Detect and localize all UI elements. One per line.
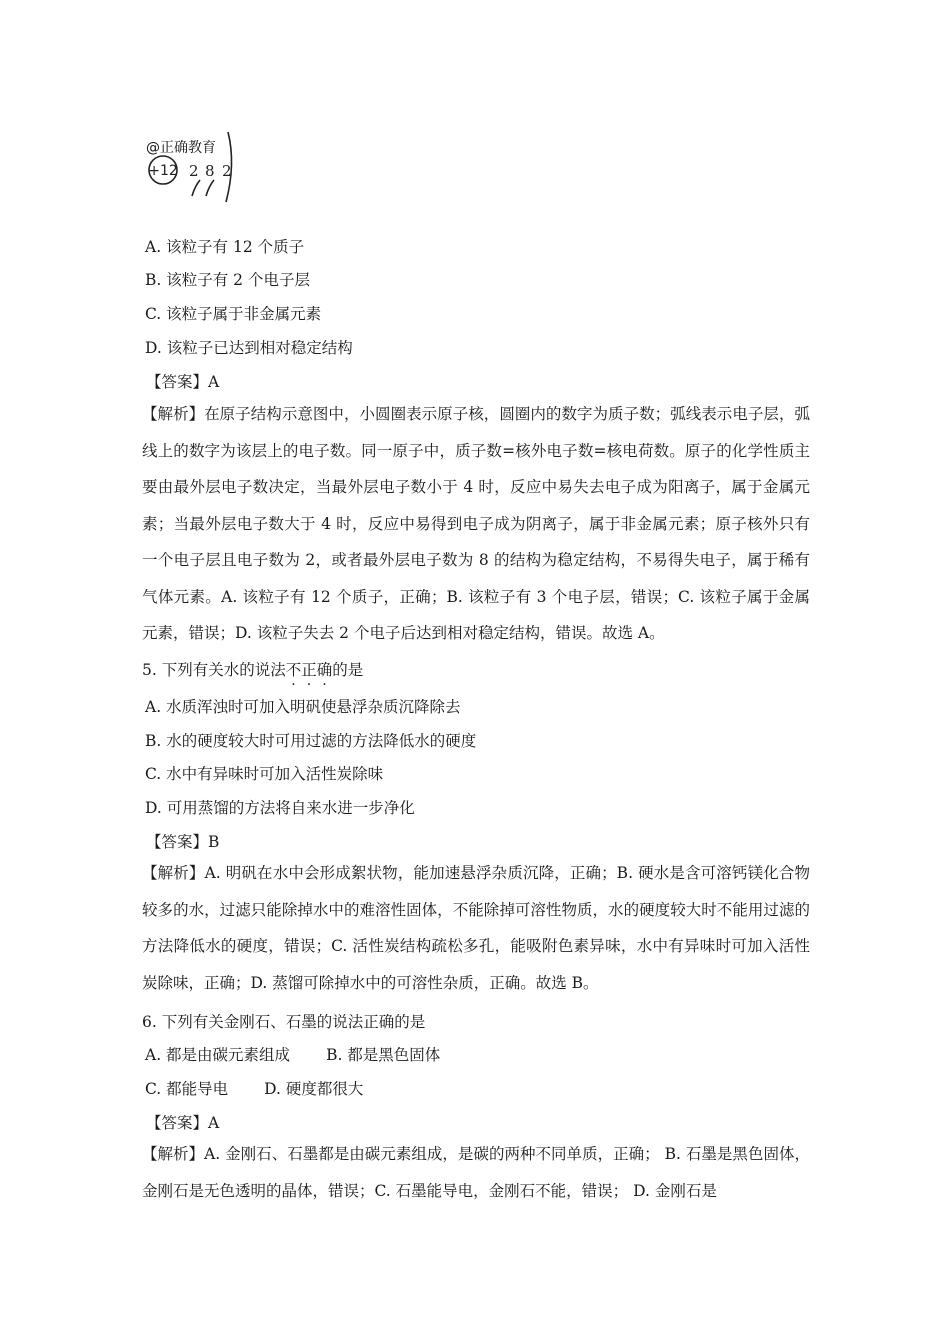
q4-option-d: D. 该粒子已达到相对稳定结构	[145, 339, 353, 357]
shell-arc-1	[192, 180, 200, 196]
atom-diagram-svg	[142, 128, 252, 210]
q6-options-row-2	[145, 1079, 363, 1099]
q4-answer: 【答案】A	[146, 373, 220, 391]
q4-option-b: B. 该粒子有 2 个电子层	[145, 271, 310, 289]
q5-option-c: C. 水中有异味时可加入活性炭除味	[145, 765, 384, 783]
watermark-text: @正确教育	[146, 140, 216, 156]
q5-analysis: 【解析】A. 明矾在水中会形成絮状物，能加速悬浮杂质沉降，正确；B. 硬水是含可溶钙镁化合物较多的水，过滤只能除掉水中的难溶性固体，不能除掉可溶性物质，水的硬度较大时不能用过滤的方法降低水的硬度，错误；C. 活性炭结构疏松多孔，能吸附色素异味，水中有异味时可加入活性炭除味，正确；D. 蒸馏可除掉水中的可溶性杂质，正确。故选 B。	[142, 864, 810, 992]
q5-stem	[142, 660, 363, 680]
q6-stem: 6. 下列有关金刚石、石墨的说法正确的是	[142, 1013, 426, 1031]
q6-options-row-1	[145, 1045, 440, 1065]
q5-stem-emphasis-2: 正	[301, 661, 317, 679]
q5-option-b: B. 水的硬度较大时可用过滤的方法降低水的硬度	[145, 732, 477, 750]
shell-1-count: 2	[189, 162, 199, 180]
q6-option-c: C. 都能导电	[145, 1080, 229, 1098]
shell-3-count: 2	[222, 162, 232, 180]
q4-analysis: 【解析】在原子结构示意图中，小圆圈表示原子核，圆圈内的数字为质子数；弧线表示电子层，弧线上的数字为该层上的电子数。同一原子中，质子数=核外电子数=核电荷数。原子的化学性质主要由最外层电子数决定，当最外层电子数小于 4 时，反应中易失去电子成为阳离子，属于金属元素；当最外层电子数大于 4 时，反应中易得到电子成为阴离子，属于非金属元素；原子核外只有一个电子层且电子数为 2，或者最外层电子数为 8 的结构为稳定结构，不易得失电子，属于稀有气体元素。A. 该粒子有 12 个质子，正确；B. 该粒子有 3 个电子层，错误；C. 该粒子属于金属元素，错误；D. 该粒子失去 2 个电子后达到相对稳定结构，错误。故选 A。	[142, 405, 810, 642]
q6-answer: 【答案】A	[146, 1114, 220, 1132]
q6-option-a: A. 都是由碳元素组成	[145, 1046, 291, 1064]
q4-option-a: A. 该粒子有 12 个质子	[145, 238, 305, 256]
shell-arc-2	[206, 180, 214, 196]
q5-stem-prefix: 5. 下列有关水的说法	[142, 661, 286, 679]
q5-option-a: A. 水质浑浊时可加入明矾使悬浮杂质沉降除去	[145, 698, 461, 716]
q4-option-c: C. 该粒子属于非金属元素	[145, 305, 322, 323]
q6-option-b: B. 都是黑色固体	[326, 1046, 441, 1064]
q5-answer: 【答案】B	[146, 833, 220, 851]
q5-stem-suffix: 的是	[332, 661, 364, 679]
nucleus-label: +12	[148, 163, 178, 179]
q5-option-d: D. 可用蒸馏的方法将自来水进一步净化	[145, 799, 415, 817]
q5-stem-emphasis-1: 不	[285, 661, 302, 679]
q6-analysis: 【解析】A. 金刚石、石墨都是由碳元素组成，是碳的两种不同单质，正确； B. 石墨是黑色固体，金刚石是无色透明的晶体，错误；C. 石墨能导电，金刚石不能，错误； D. 金刚石是	[142, 1145, 810, 1200]
shell-2-count: 8	[205, 162, 215, 180]
q6-option-d: D. 硬度都很大	[264, 1080, 364, 1098]
atom-structure-diagram	[142, 128, 252, 210]
q5-stem-emphasis-3: 确	[316, 661, 333, 679]
